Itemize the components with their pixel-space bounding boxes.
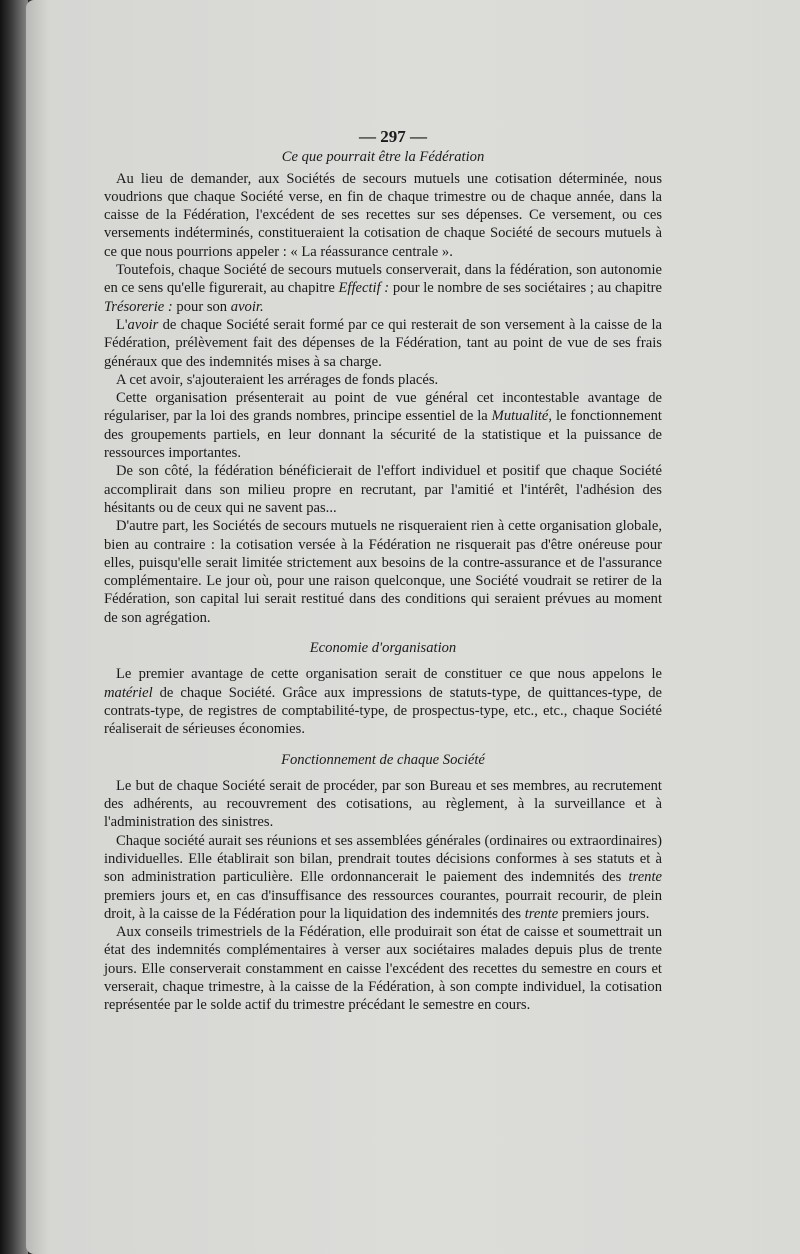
text-run: de chaque Société serait formé par ce qui resterait de son versement à la caisse de la Fédération, prélèvement fait des dépenses de la Fédération, tant au point de vue de ses frais généraux que des indemnités mises à sa charge. <box>104 316 662 370</box>
text-run: L' <box>116 316 128 333</box>
text-run: premiers jours et, en cas d'insuffisance des ressources courantes, pourrait recourir, de plein droit, à la caisse de la Fédération pour la liquidation des indemnités des <box>104 887 662 922</box>
text-run: , le fonctionnement des groupements partiels, en leur donnant la sécurité de la statistique et la puissance de ressources importantes. <box>104 408 662 462</box>
italic-text-run: avoir. <box>230 298 264 315</box>
italic-text-run: Trésorerie : <box>104 298 173 315</box>
paragraph <box>104 832 662 923</box>
text-run: pour le nombre de ses sociétaires ; au chapitre <box>389 280 662 297</box>
paragraph <box>104 923 662 1014</box>
paragraph <box>104 316 662 371</box>
text-run: De son côté, la fédération bénéficierait de l'effort individuel et positif que chaque Société accomplirait dans son milieu propre en recrutant, par l'amitié et l'intérêt, l'adhésion des hésitants ou de ceux qui ne savent pas... <box>104 463 662 516</box>
section-title: Fonctionnement de chaque Société <box>281 751 485 768</box>
book-spine <box>0 0 28 1254</box>
italic-text-run: avoir <box>127 316 159 333</box>
text-run: D'autre part, les Sociétés de secours mutuels ne risqueraient rien à cette organisation globale, bien au contraire : la cotisation versée à la Fédération ne risquerait pas d'être onéreuse pour elles, puisqu'elle serait limitée strictement aux besoins de la contre-assurance et de l'assurance complémentaire. Le jour où, pour une raison quelconque, une Société voudrait se retirer de la Fédération, son capital lui serait restitué dans des conditions qui seraient prévues au moment de son agrégation. <box>104 518 662 626</box>
text-run: Chaque société aurait ses réunions et ses assemblées générales (ordinaires ou extraordinaires) individuelles. Elle établirait son bilan, prendrait toutes décisions conformes à ses statuts et à son administration particulière. Elle ordonnancerait le paiement des indemnités des <box>104 832 662 886</box>
page-number: — 297 — <box>359 127 427 146</box>
section-title: Ce que pourrait être la Fédération <box>281 149 485 166</box>
text-run: Aux conseils trimestriels de la Fédération, elle produirait son état de caisse et soumettrait un état des indemnités complémentaires à verser aux sociétaires malades depuis plus de trente jours. Elle conserverait constamment en caisse l'excédent des recettes du semestre en cours et verserait, chaque trimestre, à la caisse de la Fédération, à son compte individuel, la cotisation représentée par le solde actif du trimestre précédant le semestre en cours. <box>104 924 662 1014</box>
text-run: premiers jours. <box>558 905 650 922</box>
paragraph <box>104 261 662 316</box>
section-title: Economie d'organisation <box>309 640 457 657</box>
paragraph <box>104 462 662 517</box>
text-run: Au lieu de demander, aux Sociétés de secours mutuels une cotisation déterminée, nous voudrions que chaque Société verse, en fin de chaque trimestre ou de chaque année, dans la caisse de la Fédération, l'excédent de ses recettes sur ses dépenses. Ce versement, ou ces versements indéterminés, constitueraient la cotisation de chaque Société de secours mutuels à ce que nous pourrions appeler : « La réassurance centrale ». <box>104 170 662 260</box>
italic-text-run: trente <box>524 905 559 922</box>
text-run: Le premier avantage de cette organisation serait de constituer ce que nous appelons le <box>116 666 662 683</box>
paragraph <box>104 371 662 389</box>
text-run: Toutefois, chaque Société de secours mutuels conserverait, dans la fédération, son autonomie en ce sens qu'elle figurerait, au chapitre <box>104 262 662 297</box>
paragraph <box>104 389 662 462</box>
text-run: de chaque Société. Grâce aux impressions de statuts-type, de quittances-type, de contrats-type, de registres de comptabilité-type, de prospectus-type, etc., etc., chaque Société réaliserait de sérieuses économies. <box>104 684 662 738</box>
book-page <box>26 0 800 1254</box>
paragraph <box>104 170 662 261</box>
text-run: A cet avoir, s'ajouteraient les arrérages de fonds placés. <box>116 371 439 388</box>
paragraph <box>104 777 662 832</box>
text-run: Cette organisation présenterait au point de vue général cet incontestable avantage de régulariser, par la loi des grands nombres, principe essentiel de la <box>104 390 662 425</box>
page-content <box>104 128 662 1015</box>
italic-text-run: matériel <box>104 684 153 701</box>
italic-text-run: Mutualité <box>491 408 549 425</box>
italic-text-run: Effectif : <box>338 280 390 297</box>
italic-text-run: trente <box>628 869 662 886</box>
paragraph <box>104 517 662 627</box>
text-run: pour son <box>172 298 231 315</box>
text-run: Le but de chaque Société serait de procéder, par son Bureau et ses membres, au recrutement des adhérents, au recouvrement des cotisations, au règlement, à la surveillance et à l'administration des sinistres. <box>104 777 662 831</box>
paragraph <box>104 665 662 738</box>
